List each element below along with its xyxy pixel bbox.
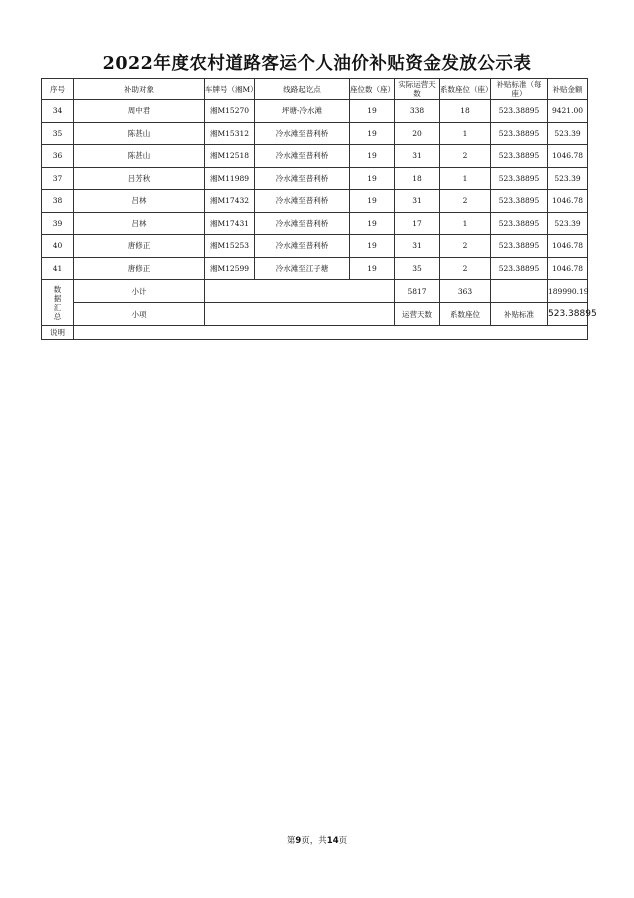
footer-page-number: 9 — [295, 836, 302, 846]
cell-amount: 523.39 — [548, 167, 588, 190]
cell-seq: 38 — [42, 190, 74, 213]
cell-route: 冷水滩至普利桥 — [255, 190, 350, 213]
cell-coef: 1 — [440, 122, 491, 145]
cell-amount: 523.39 — [548, 212, 588, 235]
cell-route: 冷水滩至江子塘 — [255, 257, 350, 280]
header-seats: 座位数（座） — [350, 79, 395, 100]
header-days: 实际运营天数 — [395, 79, 440, 100]
cell-plate: 湘M15270 — [205, 100, 255, 123]
header-row — [42, 79, 588, 100]
cell-seats: 19 — [350, 257, 395, 280]
cell-amount: 1046.78 — [548, 190, 588, 213]
header-name: 补助对象 — [74, 79, 205, 100]
item-days-label: 运营天数 — [395, 303, 440, 326]
cell-days: 20 — [395, 122, 440, 145]
header-amount: 补贴金额 — [548, 79, 588, 100]
cell-seq: 35 — [42, 122, 74, 145]
cell-name: 吕林 — [74, 212, 205, 235]
cell-amount: 1046.78 — [548, 235, 588, 258]
cell-coef: 2 — [440, 235, 491, 258]
subsidy-table — [41, 78, 597, 340]
subtotal-row — [42, 280, 588, 303]
header-coef: 系数座位（座） — [440, 79, 491, 100]
cell-std: 523.38895 — [491, 235, 548, 258]
cell-plate: 湘M17432 — [205, 190, 255, 213]
table-row — [42, 257, 588, 280]
table-row — [42, 167, 588, 190]
cell-days: 18 — [395, 167, 440, 190]
subtotal-blank — [205, 280, 395, 303]
cell-coef: 18 — [440, 100, 491, 123]
cell-seats: 19 — [350, 212, 395, 235]
note-label: 说明 — [42, 326, 74, 340]
cell-plate: 湘M12518 — [205, 145, 255, 168]
cell-seats: 19 — [350, 122, 395, 145]
table-row — [42, 235, 588, 258]
cell-amount: 523.39 — [548, 122, 588, 145]
cell-seats: 19 — [350, 100, 395, 123]
cell-plate: 湘M15253 — [205, 235, 255, 258]
cell-days: 35 — [395, 257, 440, 280]
cell-name: 周中君 — [74, 100, 205, 123]
cell-std: 523.38895 — [491, 122, 548, 145]
item-label: 小项 — [74, 303, 205, 326]
table-row — [42, 100, 588, 123]
cell-std: 523.38895 — [491, 212, 548, 235]
cell-seq: 41 — [42, 257, 74, 280]
header-route: 线路起讫点 — [255, 79, 350, 100]
cell-seats: 19 — [350, 235, 395, 258]
subtotal-std-blank — [491, 280, 548, 303]
cell-seats: 19 — [350, 167, 395, 190]
subtotal-coef: 363 — [440, 280, 491, 303]
cell-name: 陈甚山 — [74, 145, 205, 168]
subtotal-label: 小计 — [74, 280, 205, 303]
cell-name: 陈甚山 — [74, 122, 205, 145]
header-std: 补贴标准（每座） — [491, 79, 548, 100]
cell-seq: 40 — [42, 235, 74, 258]
cell-plate: 湘M11989 — [205, 167, 255, 190]
table-row — [42, 212, 588, 235]
cell-amount: 1046.78 — [548, 145, 588, 168]
footer-mid: 页，共 — [301, 836, 327, 846]
page-footer — [0, 834, 634, 846]
cell-seats: 19 — [350, 190, 395, 213]
cell-seats: 19 — [350, 145, 395, 168]
cell-route: 坪塘-冷水滩 — [255, 100, 350, 123]
cell-days: 31 — [395, 190, 440, 213]
item-std-value: 523.38895 — [548, 303, 588, 326]
cell-std: 523.38895 — [491, 257, 548, 280]
cell-std: 523.38895 — [491, 145, 548, 168]
footer-total-pages: 14 — [326, 836, 339, 846]
cell-route: 冷水滩至普利桥 — [255, 122, 350, 145]
cell-name: 唐修正 — [74, 235, 205, 258]
cell-days: 17 — [395, 212, 440, 235]
summary-group-label — [42, 280, 74, 326]
cell-plate: 湘M15312 — [205, 122, 255, 145]
cell-name: 吕芳秋 — [74, 167, 205, 190]
cell-route: 冷水滩至普利桥 — [255, 212, 350, 235]
cell-coef: 1 — [440, 167, 491, 190]
cell-coef: 2 — [440, 190, 491, 213]
cell-name: 唐修正 — [74, 257, 205, 280]
cell-amount: 9421.00 — [548, 100, 588, 123]
table-row — [42, 190, 588, 213]
note-row — [42, 326, 588, 340]
footer-post: 页 — [338, 836, 348, 846]
cell-plate: 湘M12599 — [205, 257, 255, 280]
summary-group-text: 数 据 汇 总 — [53, 284, 62, 321]
item-row — [42, 303, 588, 326]
cell-std: 523.38895 — [491, 167, 548, 190]
subtotal-days: 5817 — [395, 280, 440, 303]
cell-route: 冷水滩至普利桥 — [255, 235, 350, 258]
table-row — [42, 145, 588, 168]
cell-days: 338 — [395, 100, 440, 123]
header-seq: 序号 — [42, 79, 74, 100]
cell-coef: 2 — [440, 257, 491, 280]
item-blank — [205, 303, 395, 326]
cell-std: 523.38895 — [491, 190, 548, 213]
cell-seq: 39 — [42, 212, 74, 235]
cell-days: 31 — [395, 235, 440, 258]
cell-route: 冷水滩至普利桥 — [255, 167, 350, 190]
page-title: 2022年度农村道路客运个人油价补贴资金发放公示表 — [102, 54, 532, 74]
cell-seq: 37 — [42, 167, 74, 190]
table-row — [42, 122, 588, 145]
cell-seq: 36 — [42, 145, 74, 168]
cell-plate: 湘M17431 — [205, 212, 255, 235]
item-std-label: 补贴标准 — [491, 303, 548, 326]
cell-coef: 1 — [440, 212, 491, 235]
cell-name: 吕林 — [74, 190, 205, 213]
item-coef-label: 系数座位 — [440, 303, 491, 326]
cell-std: 523.38895 — [491, 100, 548, 123]
cell-route: 冷水滩至普利桥 — [255, 145, 350, 168]
footer-pre: 第 — [286, 836, 296, 846]
cell-coef: 2 — [440, 145, 491, 168]
subtotal-amount: 189990.19 — [548, 280, 588, 303]
note-content — [74, 326, 588, 340]
cell-seq: 34 — [42, 100, 74, 123]
cell-days: 31 — [395, 145, 440, 168]
cell-amount: 1046.78 — [548, 257, 588, 280]
header-plate: 车牌号（湘M） — [205, 79, 255, 100]
